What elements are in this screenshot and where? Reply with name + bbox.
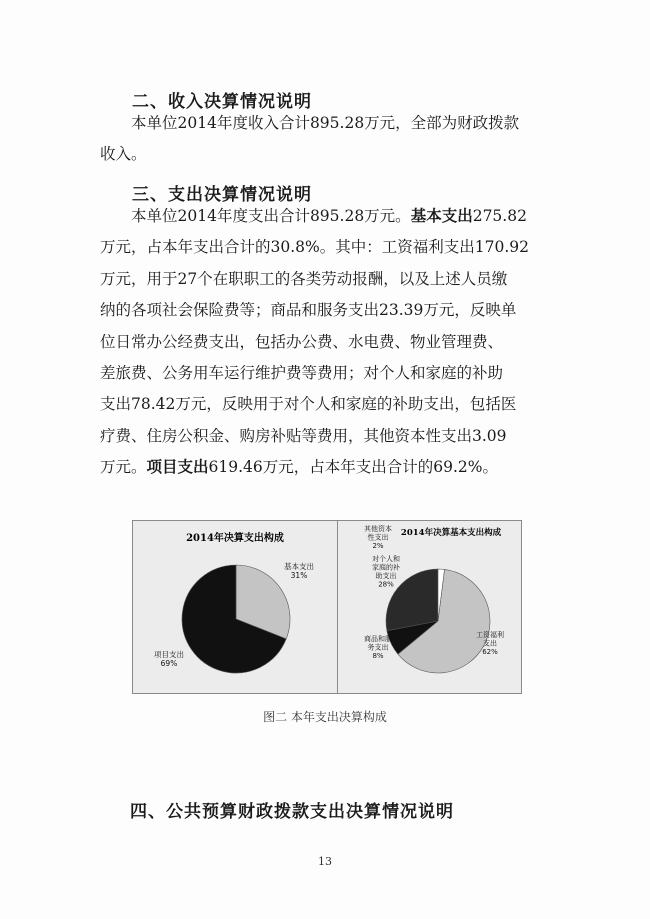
text-span: 万元。 <box>100 458 147 477</box>
text-line <box>100 452 570 483</box>
slice-label-line: 支出 <box>483 639 497 648</box>
figure-caption: 图二 本年支出决算构成 <box>263 710 387 724</box>
slice-label-line: 62% <box>482 648 498 656</box>
slice-label <box>372 554 400 589</box>
basic-expenditure-composition-chart <box>337 520 522 694</box>
expenditure-pie-svg <box>133 521 338 693</box>
text-span: 275.82 <box>472 207 527 225</box>
section-4-heading: 四、公共预算财政拨款支出决算情况说明 <box>130 802 454 822</box>
text-line: 疗费、住房公积金、购房补贴等费用，其他资本性支出3.09 <box>100 426 507 445</box>
slice-label-line: 2% <box>372 542 384 550</box>
slice-label-line: 69% <box>160 659 178 668</box>
slice-label-line: 8% <box>372 652 384 660</box>
project-expenditure-label: 项目支出 <box>146 458 209 477</box>
section-3-heading: 三、支出决算情况说明 <box>132 185 312 205</box>
text-line <box>100 201 570 232</box>
text-line: 万元，占本年支出合计的30.8%。其中：工资福利支出170.92 <box>100 238 529 257</box>
slice-label-line: 对个人和 <box>372 555 400 563</box>
slice-label-line: 28% <box>378 580 394 589</box>
chart-title: 2014年决算基本支出构成 <box>400 528 502 538</box>
slice-label <box>364 634 392 660</box>
slice-label-line: 商品和服 <box>364 635 392 643</box>
expenditure-composition-chart <box>132 520 339 694</box>
text-line: 万元，用于27个在职职工的各类劳动报酬，以及上述人员缴 <box>100 269 508 288</box>
chart-title: 2014年决算支出构成 <box>186 533 284 544</box>
slice-label-line: 助支出 <box>375 572 397 580</box>
slice-label-line: 项目支出 <box>154 650 184 659</box>
slice-label <box>364 524 392 550</box>
text-line: 差旅费、公务用车运行维护费等费用；对个人和家庭的补助 <box>100 364 504 383</box>
slice-label-line: 其他资本 <box>364 525 392 533</box>
slice-label-line: 工资福利 <box>476 631 504 639</box>
basic-expenditure-label: 基本支出 <box>410 207 473 225</box>
text-line: 位日常办公经费支出，包括办公费、水电费、物业管理费、 <box>100 332 504 351</box>
page-number: 13 <box>318 855 332 868</box>
slice-label <box>154 649 184 668</box>
basic-expenditure-pie-svg <box>338 521 521 693</box>
section-2-heading: 二、收入决算情况说明 <box>132 92 312 112</box>
text-line: 收入。 <box>100 145 147 164</box>
text-line: 支出78.42万元，反映用于对个人和家庭的补助支出，包括医 <box>100 395 517 414</box>
slice-label-line: 基本支出 <box>284 562 314 571</box>
slice-label-line: 务支出 <box>367 643 389 652</box>
text-line: 本单位2014年度收入合计895.28万元，全部为财政拨款 <box>131 114 520 132</box>
text-span: 本单位2014年度支出合计895.28万元。 <box>131 207 411 225</box>
section-3-body <box>100 201 570 484</box>
section-2-body <box>100 108 570 171</box>
text-line: 纳的各项社会保险费等；商品和服务支出23.39万元，反映单 <box>100 301 517 320</box>
text-span: 619.46万元，占本年支出合计的69.2%。 <box>208 458 499 477</box>
slice-label-line: 31% <box>290 571 308 580</box>
slice-label-line: 家庭的补 <box>372 563 400 572</box>
slice-label-line: 性支出 <box>367 533 389 542</box>
slice-label <box>284 561 314 580</box>
